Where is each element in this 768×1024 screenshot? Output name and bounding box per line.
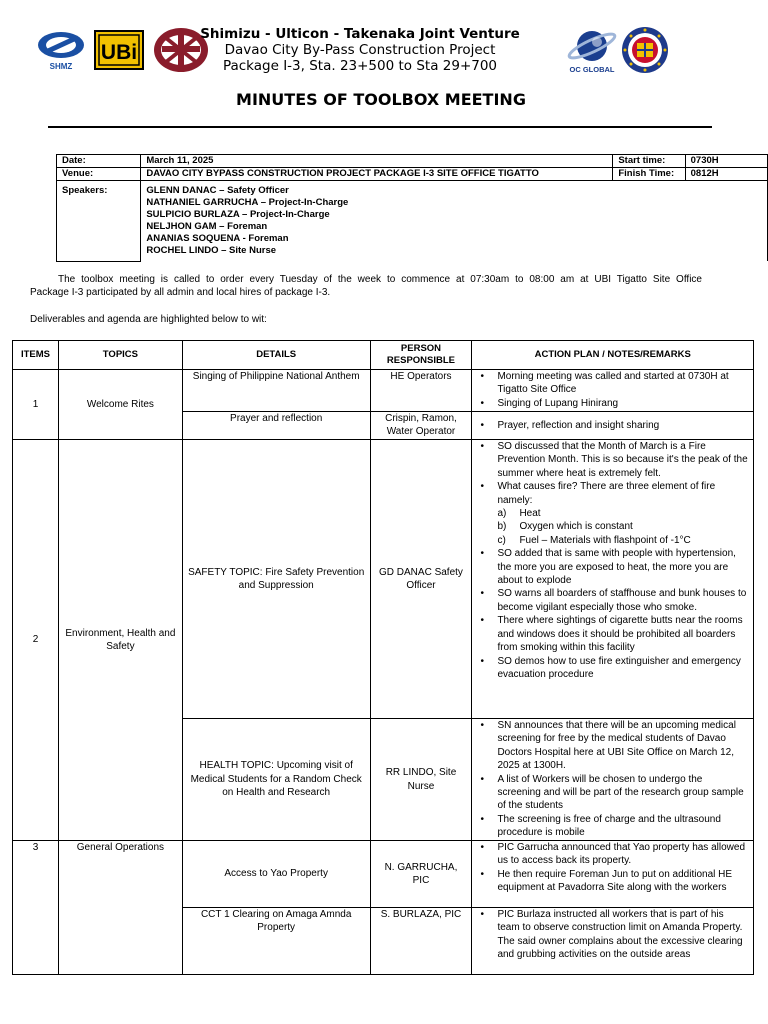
item-topic: Environment, Health and Safety: [58, 440, 182, 841]
item-detail: Singing of Philippine National Anthem: [182, 370, 370, 412]
sub-list-item: [497, 507, 748, 520]
header-details: DETAILS: [182, 341, 370, 370]
note-bullet: • What causes fire? There are three element of fire namely:: [497, 480, 748, 507]
shimizu-logo: [36, 30, 86, 72]
item-topic: General Operations: [58, 841, 182, 975]
title-divider: [48, 126, 712, 128]
sub-list-item: [497, 520, 748, 533]
note-bullet: • He then require Foreman Jun to put on additional HE equipment at Pavadorra Site along with the workers: [497, 868, 748, 895]
ubi-logo: [94, 30, 144, 70]
item-notes: [472, 412, 754, 440]
item-number: 1: [13, 370, 59, 440]
note-bullet: • Singing of Lupang Hinirang: [497, 397, 748, 410]
intro-paragraph-line1: The toolbox meeting is called to order every Tuesday of the week to commence at 07:30am to 08:00 am at UBI Tigatto Site Office: [58, 274, 702, 285]
sub-list-text: Oxygen which is constant: [519, 521, 633, 533]
meeting-info-table: [56, 154, 768, 262]
speaker: NATHANIEL GARRUCHA – Project-In-Charge: [146, 197, 349, 208]
table-row: [13, 440, 754, 719]
note-bullet: • Prayer, reflection and insight sharing: [497, 419, 748, 432]
item-person: Crispin, Ramon, Water Operator: [370, 412, 472, 440]
item-detail: Prayer and reflection: [182, 412, 370, 440]
agenda-table: [12, 340, 754, 975]
start-time-value: 0730H: [685, 155, 767, 168]
note-bullet: • SO added that is same with people with hypertension, the more you are exposed to heat, the more you are about to explode: [497, 547, 748, 587]
table-row: [13, 370, 754, 412]
item-person: N. GARRUCHA, PIC: [370, 841, 472, 908]
agenda-intro: Deliverables and agenda are highlighted below to wit:: [30, 314, 267, 325]
speakers-list: [141, 181, 768, 262]
header-person-responsible: PERSON RESPONSIBLE: [370, 341, 472, 370]
oc-global-logo: [566, 28, 618, 74]
item-number: 2: [13, 440, 59, 841]
note-bullet: • SO discussed that the Month of March is a Fire Prevention Month. This is so because it's the peak of the summer where heat is extremely felt.: [497, 440, 748, 480]
shimizu-logo-text: SHMZ: [49, 62, 73, 71]
item-person: HE Operators: [370, 370, 472, 412]
header-topics: TOPICS: [58, 341, 182, 370]
venue-value: DAVAO CITY BYPASS CONSTRUCTION PROJECT PACKAGE I-3 SITE OFFICE TIGATTO: [141, 168, 613, 181]
finish-time-value: 0812H: [685, 168, 767, 181]
sub-list-text: Fuel – Materials with flashpoint of -1°C: [519, 534, 691, 546]
intro-paragraph-line2: Package I-3 participated by all admin and local hires of package I-3.: [30, 287, 331, 298]
sub-list-text: Heat: [519, 508, 541, 520]
document-title: MINUTES OF TOOLBOX MEETING: [236, 90, 526, 109]
speaker: ANANIAS SOQUENA - Foreman: [146, 233, 289, 244]
item-detail: HEALTH TOPIC: Upcoming visit of Medical Students for a Random Check on Health and Research: [182, 719, 370, 841]
note-bullet: • Morning meeting was called and started at 0730H at Tigatto Site Office: [497, 370, 748, 397]
start-time-label: Start time:: [613, 155, 685, 168]
project-name: Davao City By-Pass Construction Project: [224, 42, 496, 58]
item-detail: CCT 1 Clearing on Amaga Amnda Property: [182, 908, 370, 975]
header-action-plan: ACTION PLAN / NOTES/REMARKS: [472, 341, 754, 370]
sub-list-letter: c): [497, 534, 506, 546]
item-person: RR LINDO, Site Nurse: [370, 719, 472, 841]
item-detail: Access to Yao Property: [182, 841, 370, 908]
item-notes: [472, 841, 754, 908]
item-person: GD DANAC Safety Officer: [370, 440, 472, 719]
item-notes: [472, 719, 754, 841]
item-notes: [472, 440, 754, 719]
note-bullet: • SO warns all boarders of staffhouse and bunk houses to become vigilant especially those who smoke.: [497, 587, 748, 614]
item-number: 3: [13, 841, 59, 975]
header-items: ITEMS: [13, 341, 59, 370]
ubi-logo-text: UBi: [100, 41, 138, 64]
finish-time-label: Finish Time:: [613, 168, 685, 181]
note-bullet: • PIC Garrucha announced that Yao property has allowed us to access back its property.: [497, 841, 748, 868]
date-label: Date:: [57, 155, 141, 168]
item-person: S. BURLAZA, PIC: [370, 908, 472, 975]
speaker: SULPICIO BURLAZA – Project-In-Charge: [146, 209, 330, 220]
company-name: Shimizu - Ulticon - Takenaka Joint Venture: [200, 26, 520, 42]
item-notes: [472, 908, 754, 975]
item-topic: Welcome Rites: [58, 370, 182, 440]
note-bullet: • SN announces that there will be an upcoming medical screening for free by the medical students of Davao Doctors Hospital here at UBI Site Office on March 12, 2025 at 1300H.: [497, 719, 748, 773]
item-detail: SAFETY TOPIC: Fire Safety Prevention and Suppression: [182, 440, 370, 719]
venue-label: Venue:: [57, 168, 141, 181]
sub-list-letter: b): [497, 521, 507, 533]
speakers-label: Speakers:: [57, 181, 141, 262]
table-row: [13, 841, 754, 908]
project-package: Package I-3, Sta. 23+500 to Sta 29+700: [222, 58, 498, 74]
note-bullet: • There where sightings of cigarette butts near the rooms and windows does it should be prohibited all boarders from smoking within this facility: [497, 614, 748, 654]
speaker: GLENN DANAC – Safety Officer: [146, 185, 289, 196]
dpwh-seal: [620, 26, 670, 74]
oc-global-logo-text: OC GLOBAL: [569, 65, 615, 74]
speaker: ROCHEL LINDO – Site Nurse: [146, 245, 277, 256]
sub-list-letter: a): [497, 508, 507, 520]
note-bullet: • SO demos how to use fire extinguisher and emergency evacuation procedure: [497, 655, 748, 682]
note-bullet: • The screening is free of charge and the ultrasound procedure is mobile: [497, 813, 748, 840]
speaker: NELJHON GAM – Foreman: [146, 221, 268, 232]
note-bullet: • A list of Workers will be chosen to undergo the screening and will be part of the research group sample of the students: [497, 773, 748, 813]
note-bullet: • PIC Burlaza instructed all workers that is part of his team to observe construction limit on Amanda Property. The said owner complains about the excessive clearing and grubbing activities on the outside areas: [497, 908, 748, 962]
sub-list-item: [497, 534, 748, 547]
item-notes: [472, 370, 754, 412]
date-value: March 11, 2025: [141, 155, 613, 168]
